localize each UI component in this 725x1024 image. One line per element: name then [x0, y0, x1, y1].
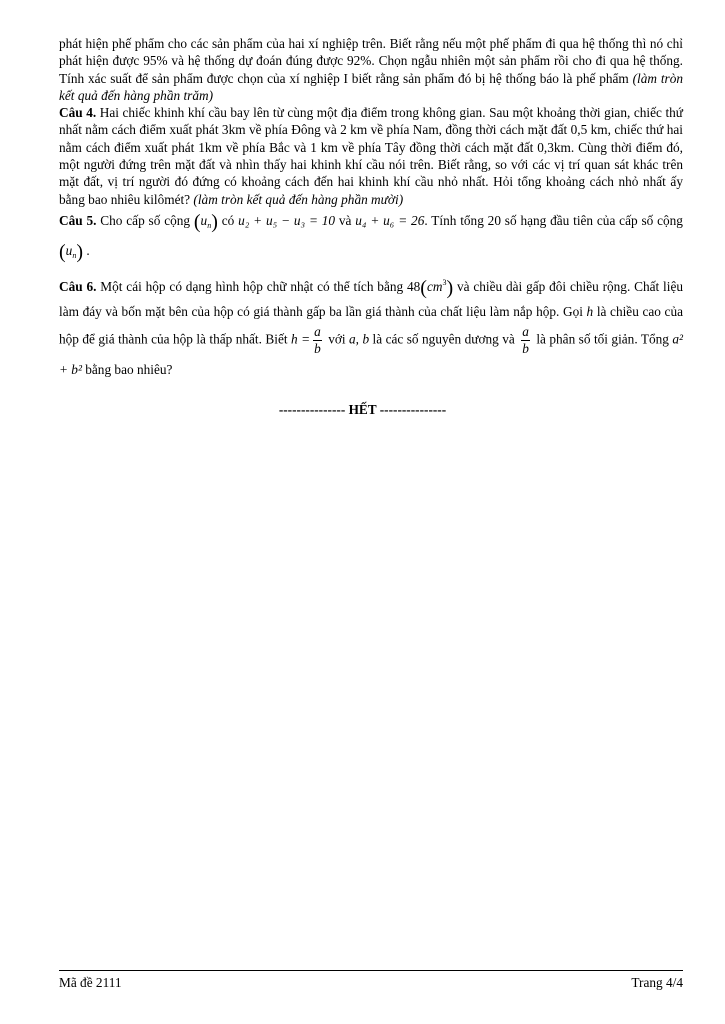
page-content — [59, 35, 683, 382]
fraction-a-over-b-2: $\frac{a}{b}$ — [522, 323, 529, 356]
q4-label: Câu 4. — [59, 105, 97, 121]
question-4 — [59, 104, 683, 208]
fraction-a-over-b: $\frac{a}{b}$ — [314, 323, 321, 356]
q3-text: phát hiện phế phẩm cho các sản phẩm của hai xí nghiệp trên. Biết rằng nếu một phế phẩm đi qua hệ thống thì nó chỉ phát hiện được 95% và hệ thống dự đoán đúng được 92%. Chọn ngẫu nhiên một sản phẩm rồi cho đi qua hệ thống. Tính xác suất để sản phẩm được chọn của xí nghiệp I biết rằng sản phẩm đó bị hệ thống báo là phế phẩm — [59, 36, 683, 86]
question-6: Câu 6. Một cái hộp có dạng hình hộp chữ nhật có thể tích bằng $48(cm^3)$ và chiều dài gấp đôi chiều rộng. Chất liệu làm đáy và bốn mặt bên của hộp có giá thành gấp ba lần giá thành của chất liệu làm nắp hộp. Gọi h là chiều cao của hộp để giá thành của hộp là thấp nhất. Biết h = $\frac{a}{b}$ với a, b là các số nguyên dương và $\frac{a}{b}$ là phân số tối giản. Tổng a² + b² bằng bao nhiêu? — [59, 276, 684, 377]
q6-label: Câu 6. — [59, 278, 97, 294]
end-marker: --------------- HẾT --------------- — [278, 402, 447, 417]
question-5: Câu 5. Cho cấp số cộng $(u_n)$ có u₂ + u₅ − u₃ = 10 và u₄ + u₆ = 26. Tính tổng 20 số hạng đầu tiên của cấp số cộng $(u_n)$ . — [59, 210, 683, 263]
volume-unit: cm — [426, 278, 443, 294]
footer-divider — [59, 970, 683, 971]
sequence-symbol: u — [200, 212, 208, 228]
q3-rounding-note: (làm tròn kết quả đến hàng phần trăm) — [59, 70, 683, 103]
exam-code: Mã đề 2111 — [59, 975, 122, 990]
page-number: Trang 4/4 — [631, 975, 683, 990]
q4-rounding-note: (làm tròn kết quả đến hàng phần mười) — [193, 191, 404, 207]
q5-equation-1: u₂ + u₅ − u₃ = 10 — [238, 212, 336, 228]
sum-expression: a² + b² — [59, 331, 684, 377]
height-equation: h = — [291, 331, 311, 347]
q4-text: Hai chiếc khinh khí cầu bay lên từ cùng một địa điểm trong không gian. Sau một khoảng thời gian, chiếc thứ nhất nằm cách điểm xuất phát 3km về phía Đông và 2 km về phía Nam, đồng thời cách mặt đất 0,5 km, chiếc thứ hai nằm cách điểm xuất phát 1km về phía Bắc và 1 km về phía Tây đồng thời cách mặt đất 0,3km. Cùng thời điểm đó, một người đứng trên mặt đất và nhìn thấy hai khinh khí cầu nói trên. Biết rằng, so với các vị trí quan sát khác trên mặt đất, vị trí người đó đứng có khoảng cách đến hai khinh khí cầu nhỏ nhất. Hỏi tổng khoảng cách nhỏ nhất ấy bằng bao nhiêu kilômét? — [59, 105, 683, 207]
q5-equation-2: u₄ + u₆ = 26 — [355, 212, 425, 228]
question-3-tail — [59, 35, 683, 104]
q5-label: Câu 5. — [59, 212, 97, 228]
